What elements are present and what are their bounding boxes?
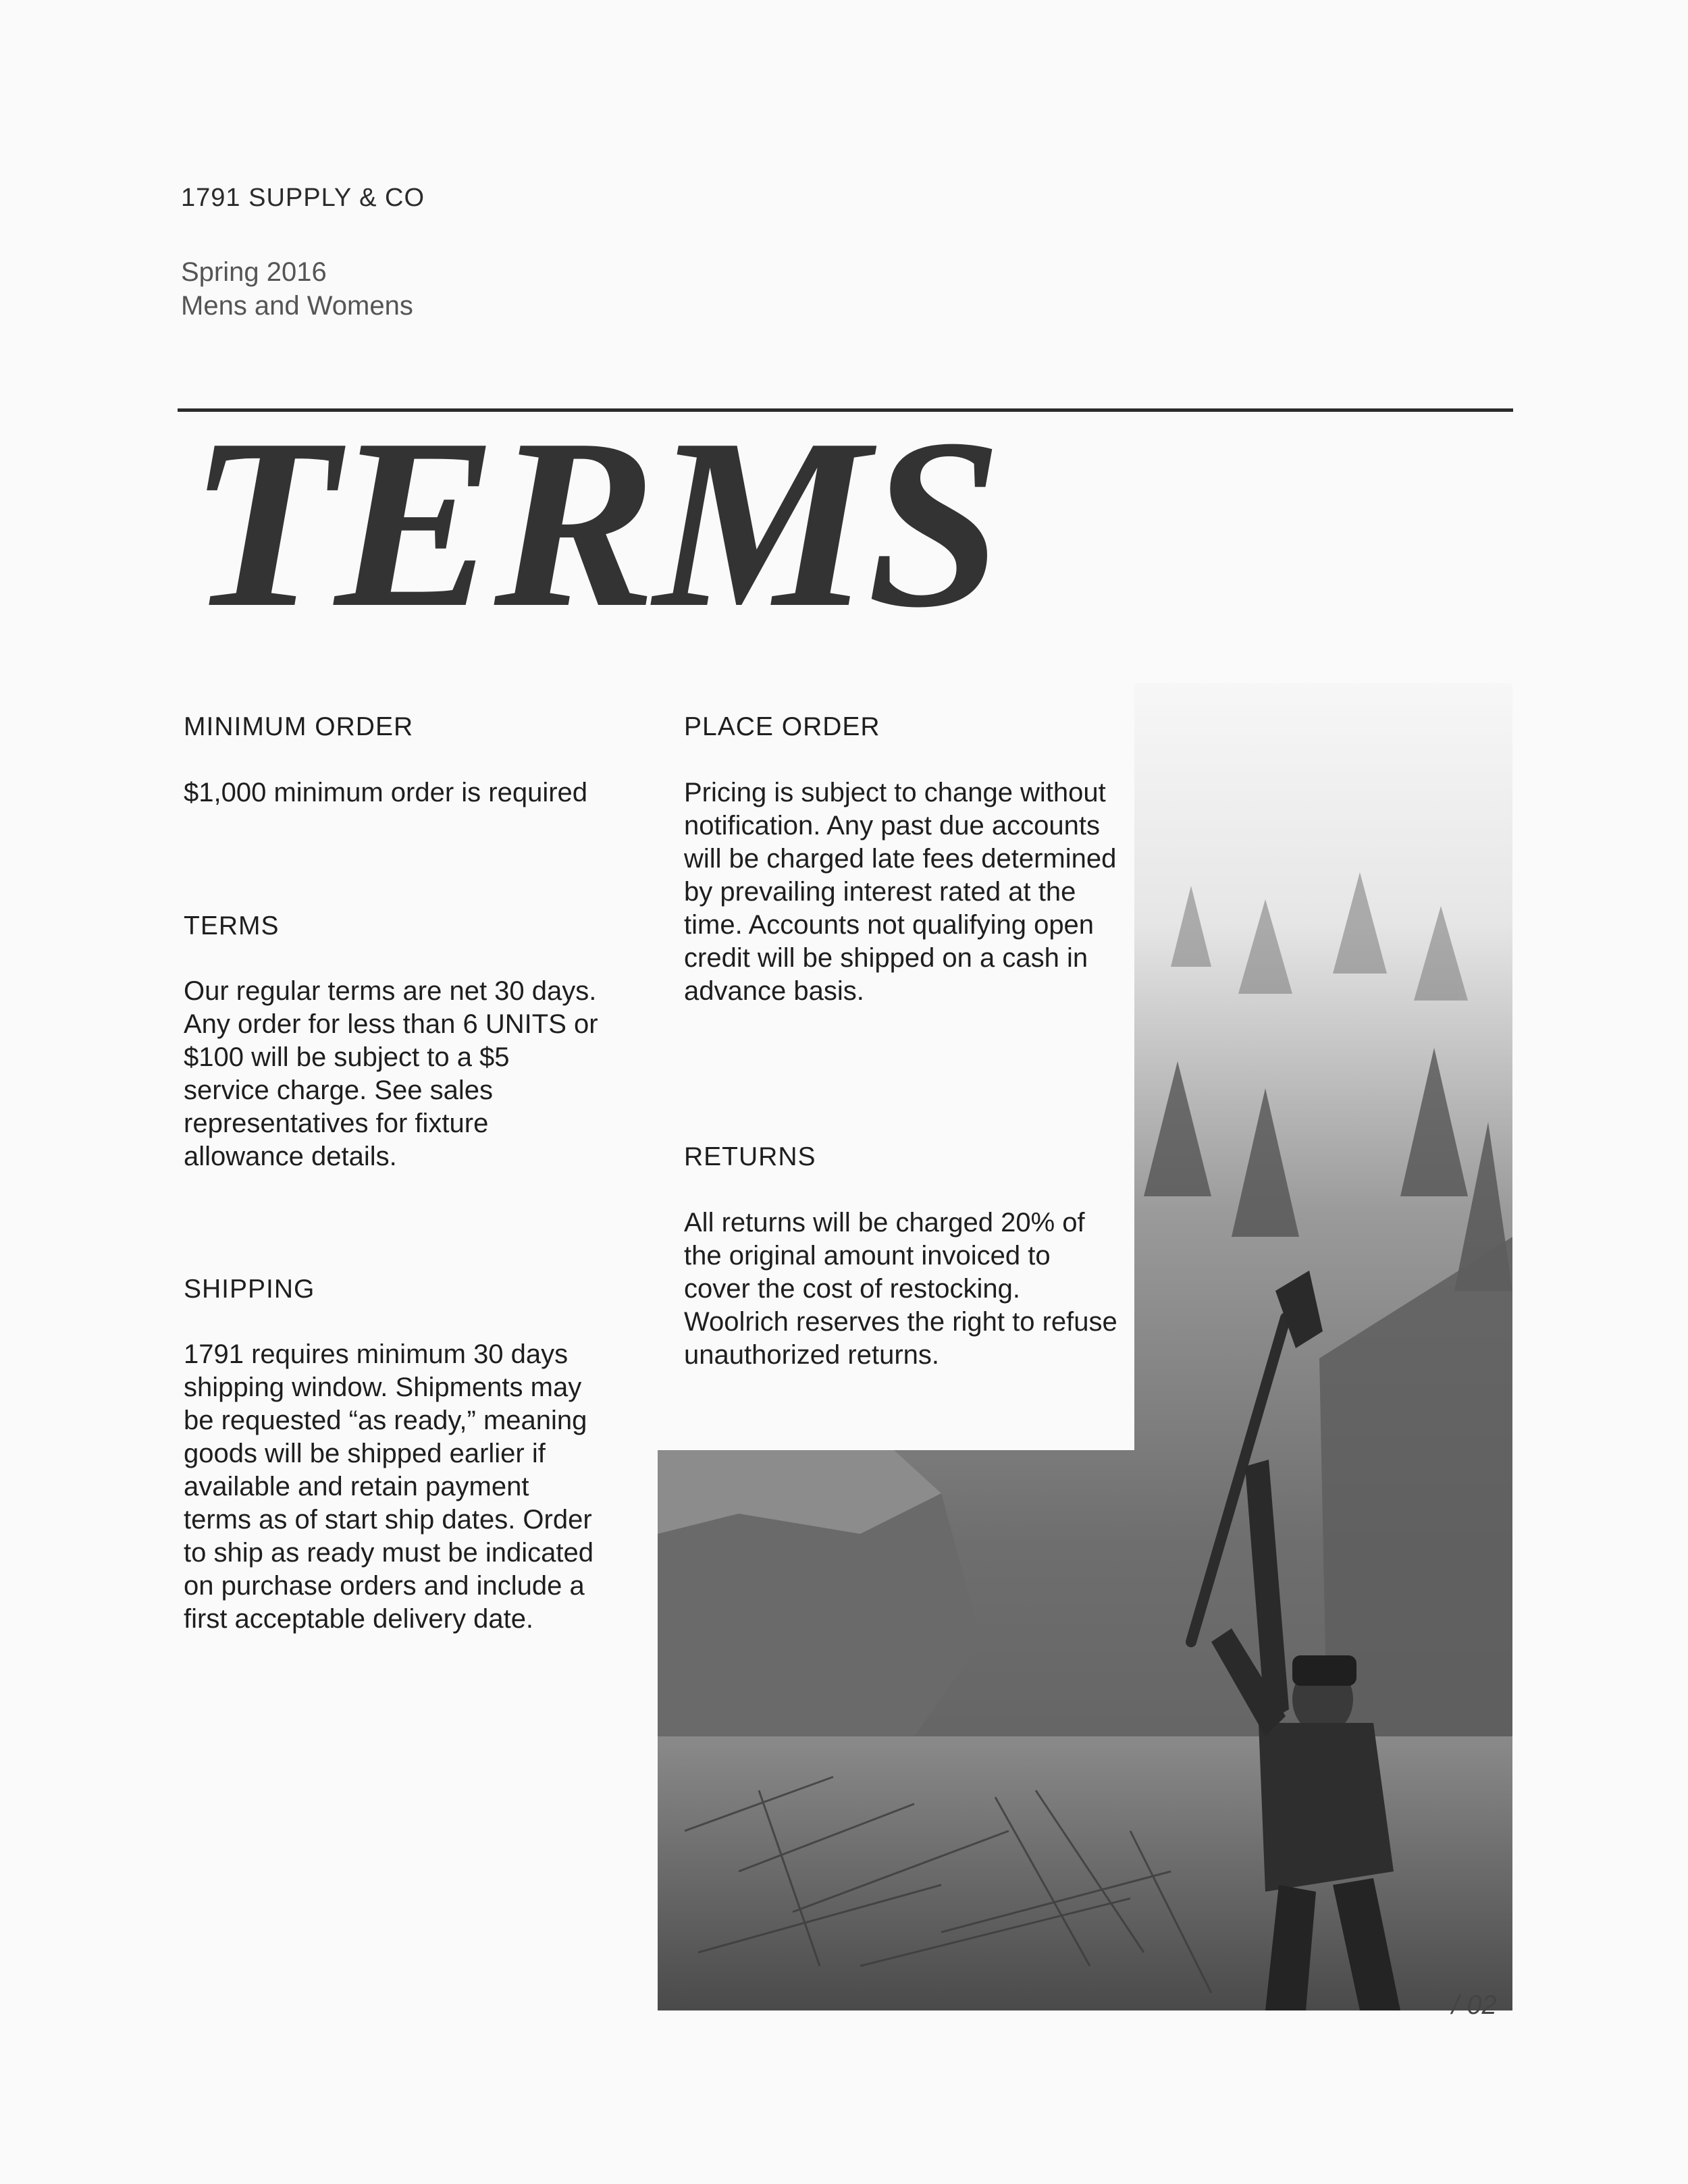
- body-shipping: 1791 requires minimum 30 days shipping window. Shipments may be requested “as ready,” meaning goods will be shipped earlier if available and retain payment terms as of start ship dates. Order to ship as ready must be indicated on purchase orders and include a first acceptable delivery date.: [184, 1339, 594, 1634]
- page-title: TERMS: [189, 388, 1000, 658]
- heading-returns: RETURNS: [684, 1142, 816, 1171]
- body-terms: Our regular terms are net 30 days. Any order for less than 6 UNITS or $100 will be subject to a $5 service charge. See sales representatives for fixture allowance details.: [184, 976, 598, 1171]
- season-line: Spring 2016: [181, 257, 327, 287]
- heading-place-order: PLACE ORDER: [684, 712, 880, 741]
- brand-name: 1791 SUPPLY & CO: [181, 184, 425, 212]
- body-returns: All returns will be charged 20% of the original amount invoiced to cover the cost of restocking. Woolrich reserves the right to refuse unauthorized returns.: [684, 1208, 1117, 1370]
- body-place-order: Pricing is subject to change without notification. Any past due accounts will be charged late fees determined by prevailing interest rated at the time. Accounts not qualifying open credit will be shipped on a cash in advance basis.: [684, 778, 1117, 1006]
- page-number: / 02: [1452, 1990, 1497, 2020]
- heading-terms: TERMS: [184, 911, 280, 940]
- season-info: [181, 255, 413, 323]
- body-minimum-order: $1,000 minimum order is required: [184, 778, 588, 807]
- heading-shipping: SHIPPING: [184, 1275, 315, 1304]
- collection-line: Mens and Womens: [181, 291, 413, 321]
- heading-minimum-order: MINIMUM ORDER: [184, 712, 414, 741]
